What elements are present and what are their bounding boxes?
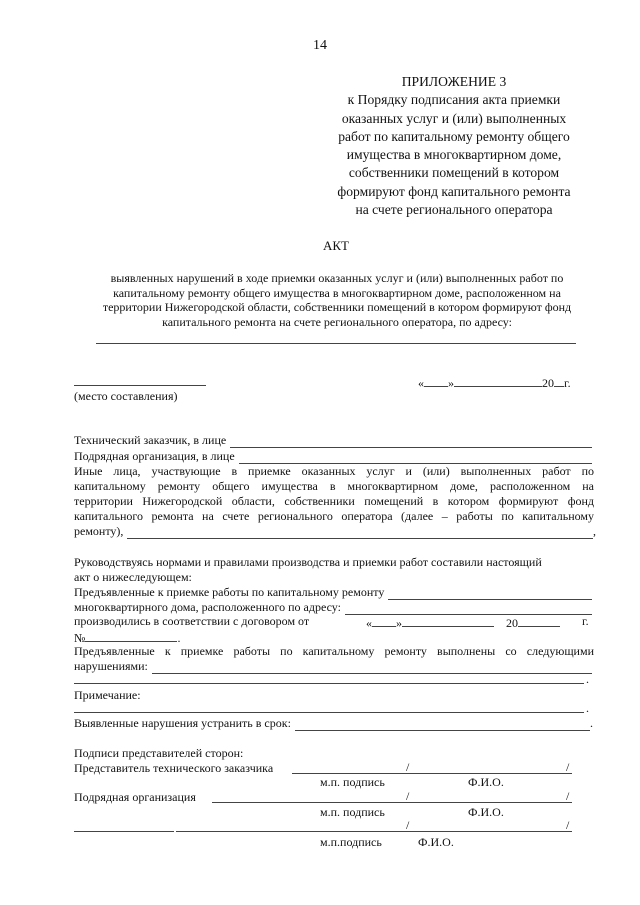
contractor-field[interactable] (239, 451, 592, 464)
contract-year-field[interactable] (518, 614, 560, 627)
place-label: (место составления) (74, 389, 178, 403)
appendix-line: работ по капитальному ремонту общего (338, 128, 570, 144)
signatures-heading: Подписи представителей сторон: (74, 746, 244, 760)
date-open-quote: « (418, 376, 424, 390)
contractor-sign-label: Подрядная организация (74, 790, 196, 804)
tech-customer-field[interactable] (230, 435, 592, 448)
repair-label: ремонту), (74, 524, 124, 538)
presented-field[interactable] (388, 587, 592, 600)
date-year-prefix: 20 (542, 376, 554, 390)
contract-date-field (366, 614, 560, 631)
deadline-field[interactable] (295, 718, 590, 731)
house-address-label: многоквартирного дома, расположенного по адресу: (74, 600, 341, 614)
signature-slash: / (406, 760, 410, 774)
mp-sign-caption: м.п. подпись (320, 775, 385, 789)
address-row (74, 600, 592, 615)
tech-customer-label: Технический заказчик, в лице (74, 433, 227, 447)
date-day-field[interactable] (424, 374, 448, 387)
fio-caption: Ф.И.О. (418, 835, 454, 849)
contract-close-quote: » (396, 616, 402, 630)
page-number: 14 (313, 38, 327, 53)
act-subtitle-line: капитального ремонта на счете регионального оператора, по адресу: (162, 314, 512, 329)
violations-line: Предъявленные к приемке работы по капитальному ремонту выполнены со следующими (74, 644, 594, 658)
fio-caption: Ф.И.О. (468, 775, 504, 789)
violations-extra-line[interactable] (74, 683, 584, 684)
appendix-line: оказанных услуг и (или) выполненных (341, 110, 567, 126)
violations-row (74, 659, 592, 674)
note-field-line[interactable] (74, 712, 584, 713)
appendix-line: собственники помещений в котором (348, 165, 560, 181)
date-year-field[interactable] (554, 374, 564, 387)
signature-slash: / (566, 760, 570, 774)
deadline-label: Выявленные нарушения устранить в срок: (74, 716, 291, 730)
contract-number-field[interactable] (85, 629, 177, 642)
address-field-line[interactable] (96, 343, 576, 344)
note-label: Примечание: (74, 688, 141, 702)
appendix-header (320, 73, 588, 219)
fio-caption: Ф.И.О. (468, 805, 504, 819)
tech-rep-label: Представитель технического заказчика (74, 761, 274, 775)
act-title: АКТ (323, 238, 349, 253)
comma-mark: , (593, 524, 596, 538)
paragraph-line: Иные лица, участвующие в приемке оказанных услуг и (или) выполненных работ по (74, 464, 594, 478)
act-subtitle-line: капитальному ремонту общего имущества в многоквартирном доме, расположенном на (113, 285, 561, 300)
date-close-quote: » (448, 376, 454, 390)
signature-slash: / (566, 818, 570, 832)
paragraph-line: капитального ремонта на счете регионального оператора (далее – работы по капитальному (74, 509, 594, 523)
contract-year-suffix: г. (582, 614, 589, 628)
contract-day-field[interactable] (372, 614, 396, 627)
paragraph-line: капитальному ремонту общего имущества в многоквартирном доме, расположенном на (74, 479, 594, 493)
tech-customer-row (74, 433, 592, 448)
paragraph-line: Руководствуясь нормами и правилами производства и приемки работ составили настоящий (74, 555, 542, 569)
guided-paragraph (74, 555, 596, 585)
other-participants-field[interactable] (127, 526, 593, 539)
appendix-line: имущества в многоквартирном доме, (346, 147, 562, 163)
signature-slash: / (406, 789, 410, 803)
act-subtitle-line: выявленных нарушений в ходе приемки оказанных услуг и (или) выполненных работ по (110, 271, 564, 285)
act-subtitle (74, 271, 600, 329)
paragraph-line: территории Нижегородской области, собственники помещений в котором формируют фонд (74, 494, 594, 508)
contractor-row (74, 449, 592, 464)
contract-month-field[interactable] (402, 614, 494, 627)
period-mark: . (590, 716, 593, 730)
other-participants-last-row (74, 524, 596, 539)
mp-sign-caption: м.п.подпись (320, 835, 382, 849)
date-year-suffix: г. (564, 376, 571, 390)
mp-sign-caption: м.п. подпись (320, 805, 385, 819)
act-subtitle-line: территории Нижегородской области, собственники помещений в котором формируют фонд (102, 300, 572, 315)
appendix-title: ПРИЛОЖЕНИЕ 3 (401, 74, 507, 89)
period-mark: . (586, 701, 589, 715)
other-party-signature-line[interactable] (176, 831, 572, 832)
number-period: . (177, 631, 181, 645)
signature-slash: / (566, 789, 570, 803)
produced-label: производились в соответствии с договором от (74, 614, 310, 628)
number-sign: № (74, 631, 86, 645)
other-party-name-line[interactable] (74, 831, 174, 832)
period-mark: . (586, 672, 589, 686)
contractor-signature-line[interactable] (212, 802, 572, 803)
appendix-line: формируют фонд капитального ремонта (337, 183, 571, 199)
other-participants-paragraph (74, 464, 594, 524)
date-field (418, 374, 571, 391)
contract-year-prefix: 20 (506, 616, 518, 630)
tech-rep-signature-line[interactable] (292, 773, 572, 774)
appendix-line: к Порядку подписания акта приемки (347, 92, 561, 108)
signature-slash: / (406, 818, 410, 832)
violations-field[interactable] (152, 661, 592, 674)
date-month-field[interactable] (454, 374, 542, 387)
presented-row (74, 585, 592, 600)
appendix-line: на счете регионального оператора (355, 202, 553, 218)
paragraph-line: акт о нижеследующем: (74, 570, 192, 584)
contractor-label: Подрядная организация, в лице (74, 449, 235, 463)
presented-label: Предъявленные к приемке работы по капитальному ремонту (74, 585, 385, 599)
violations-label: нарушениями: (74, 659, 148, 673)
place-field-line[interactable] (74, 385, 206, 386)
contract-open-quote: « (366, 616, 372, 630)
deadline-row (74, 716, 590, 731)
